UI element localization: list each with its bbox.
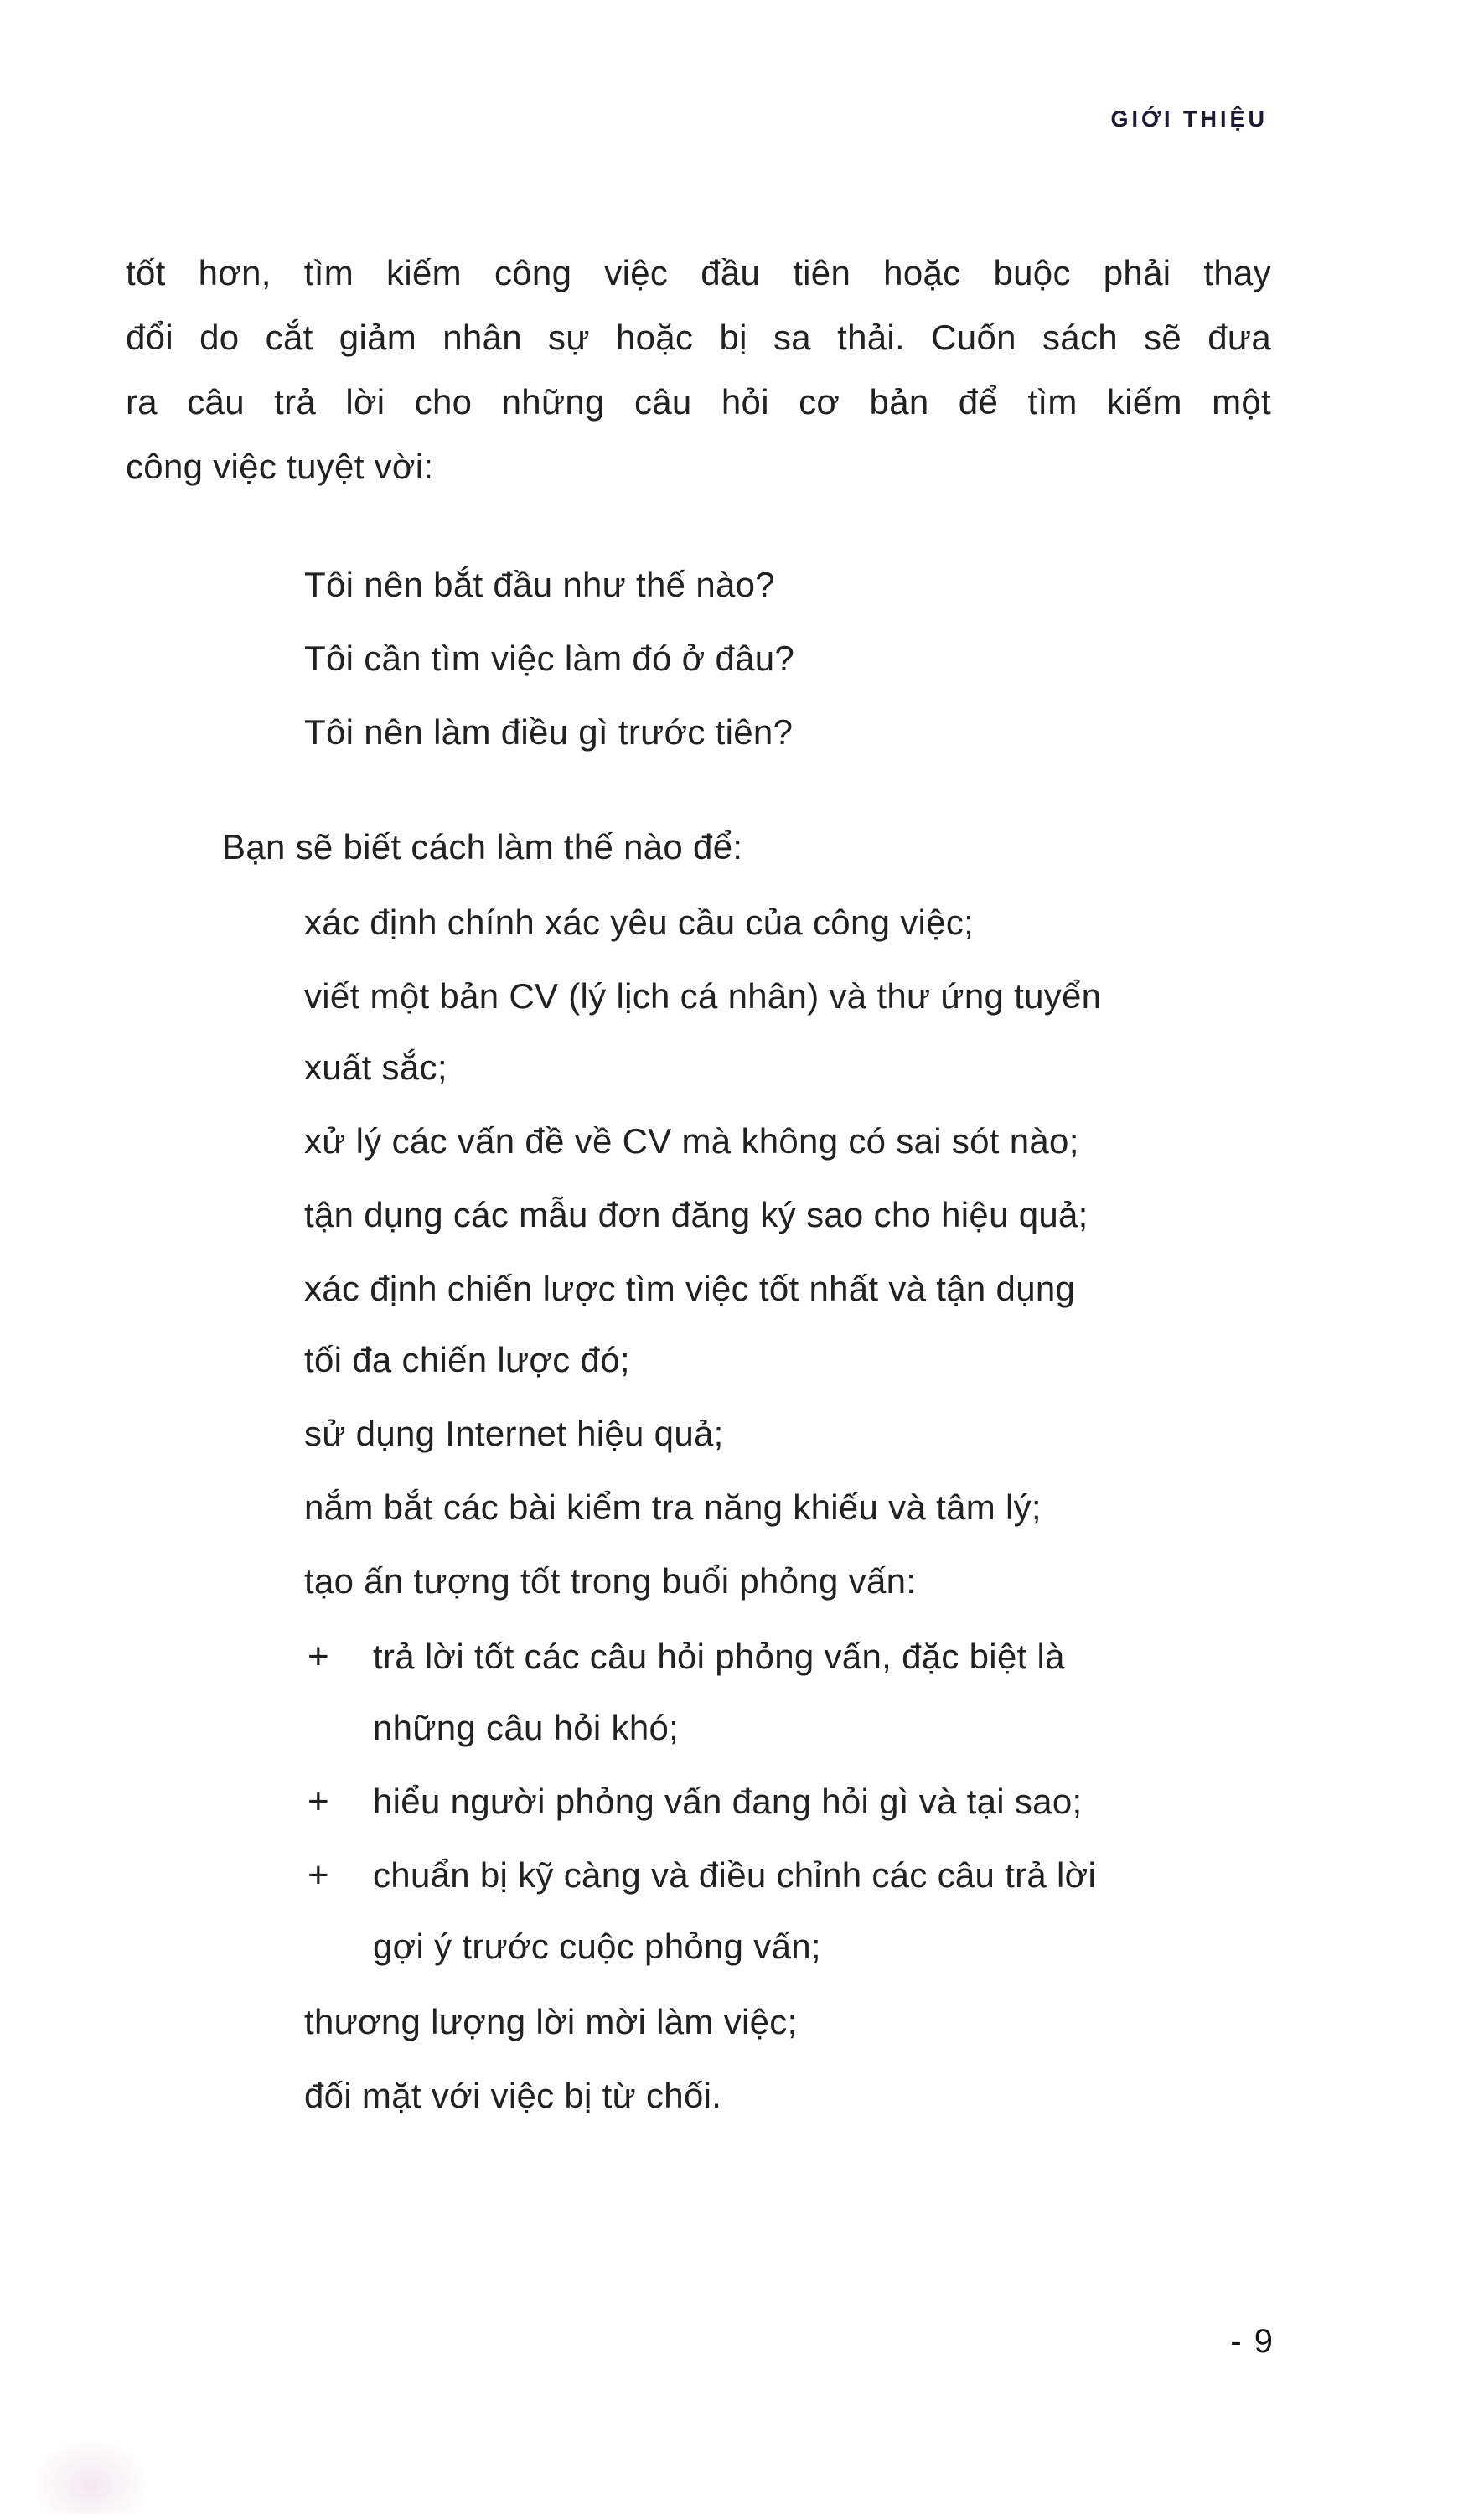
bullet-item [235, 1179, 1271, 1250]
bullet-line: xác định chiến lược tìm việc tốt nhất và tận dụng [304, 1269, 1076, 1308]
bullet-line: viết một bản CV (lý lịch cá nhân) và thư ứng tuyển [304, 976, 1102, 1016]
bullet-list-tail [235, 1986, 1271, 2131]
bullet-item [235, 960, 1271, 1103]
page-number: - 9 [1230, 2323, 1275, 2360]
bullet-item-text [304, 887, 1271, 958]
sub-bullet-text [373, 1766, 1271, 1837]
sub-bullet-item [308, 1621, 1271, 1763]
plus-icon: + [308, 1854, 329, 1896]
bullet-item [235, 887, 1271, 958]
lead-in-sentence: Bạn sẽ biết cách làm thế nào để: [222, 827, 743, 866]
intro-paragraph [126, 241, 1271, 499]
plus-icon: + [308, 1636, 329, 1677]
bullet-item-text [304, 960, 1271, 1103]
intro-line: ra câu trả lời cho những câu hỏi cơ bản để tìm kiếm một [126, 382, 1271, 422]
sub-bullet-line: những câu hỏi khó; [373, 1708, 680, 1747]
bullet-line: đối mặt với việc bị từ chối. [304, 2076, 722, 2115]
bullet-line: thương lượng lời mời làm việc; [304, 2002, 798, 2041]
bullet-list [235, 887, 1271, 1617]
sub-bullet-line: gợi ý trước cuộc phỏng vấn; [373, 1927, 821, 1966]
sub-bullet-item [308, 1766, 1271, 1837]
bullet-item-text [304, 1986, 1271, 2057]
bullet-item [235, 2060, 1271, 2131]
question-item [235, 623, 1271, 694]
intro-line: công việc tuyệt vời: [126, 447, 434, 486]
question-text: Tôi cần tìm việc làm đó ở đâu? [304, 639, 795, 678]
bullet-item [235, 1545, 1271, 1617]
bullet-line: xác định chính xác yêu cầu của công việc; [304, 903, 975, 942]
bullet-item-text [304, 1398, 1271, 1469]
sub-bullet-line: hiểu người phỏng vấn đang hỏi gì và tại sao; [373, 1782, 1083, 1821]
bullet-item-text [304, 2060, 1271, 2131]
sub-bullet-text [373, 1621, 1271, 1763]
bullet-item [235, 1986, 1271, 2057]
intro-line: đổi do cắt giảm nhân sự hoặc bị sa thải. Cuốn sách sẽ đưa [126, 318, 1271, 357]
bullet-item [235, 1472, 1271, 1543]
sub-bullet-item [308, 1839, 1271, 1982]
bullet-line: xuất sắc; [304, 1048, 447, 1087]
page-content [126, 0, 1271, 2134]
bullet-item-text [304, 1179, 1271, 1250]
question-text: Tôi nên làm điều gì trước tiên? [304, 712, 794, 752]
bullet-line: xử lý các vấn đề về CV mà không có sai sót nào; [304, 1121, 1079, 1161]
bullet-line: tối đa chiến lược đó; [304, 1340, 630, 1379]
bullet-item-text [304, 1105, 1271, 1177]
bullet-item [235, 1105, 1271, 1177]
sub-bullet-line: trả lời tốt các câu hỏi phỏng vấn, đặc biệt là [373, 1637, 1065, 1676]
question-list [235, 549, 1271, 768]
sub-bullet-text [373, 1839, 1271, 1982]
sub-bullet-list [308, 1621, 1271, 1982]
plus-icon: + [308, 1781, 329, 1822]
intro-line: tốt hơn, tìm kiếm công việc đầu tiên hoặc buộc phải thay [126, 253, 1271, 292]
bullet-line: tạo ấn tượng tốt trong buổi phỏng vấn: [304, 1561, 917, 1601]
bullet-item [235, 1253, 1271, 1395]
bullet-line: nắm bắt các bài kiểm tra năng khiếu và tâm lý; [304, 1487, 1042, 1527]
scan-smudge [32, 2439, 149, 2514]
bullet-item-text [304, 1253, 1271, 1395]
sub-bullet-line: chuẩn bị kỹ càng và điều chỉnh các câu trả lời [373, 1855, 1097, 1895]
bullet-item-text [304, 1472, 1271, 1543]
question-item [235, 696, 1271, 768]
question-item [235, 549, 1271, 620]
bullet-line: sử dụng Internet hiệu quả; [304, 1414, 724, 1453]
bullet-item-text [304, 1545, 1271, 1617]
bullet-item [235, 1398, 1271, 1469]
running-header: GIỚI THIỆU [1110, 106, 1268, 132]
question-text: Tôi nên bắt đầu như thế nào? [304, 565, 775, 604]
bullet-line: tận dụng các mẫu đơn đăng ký sao cho hiệu quả; [304, 1195, 1088, 1234]
